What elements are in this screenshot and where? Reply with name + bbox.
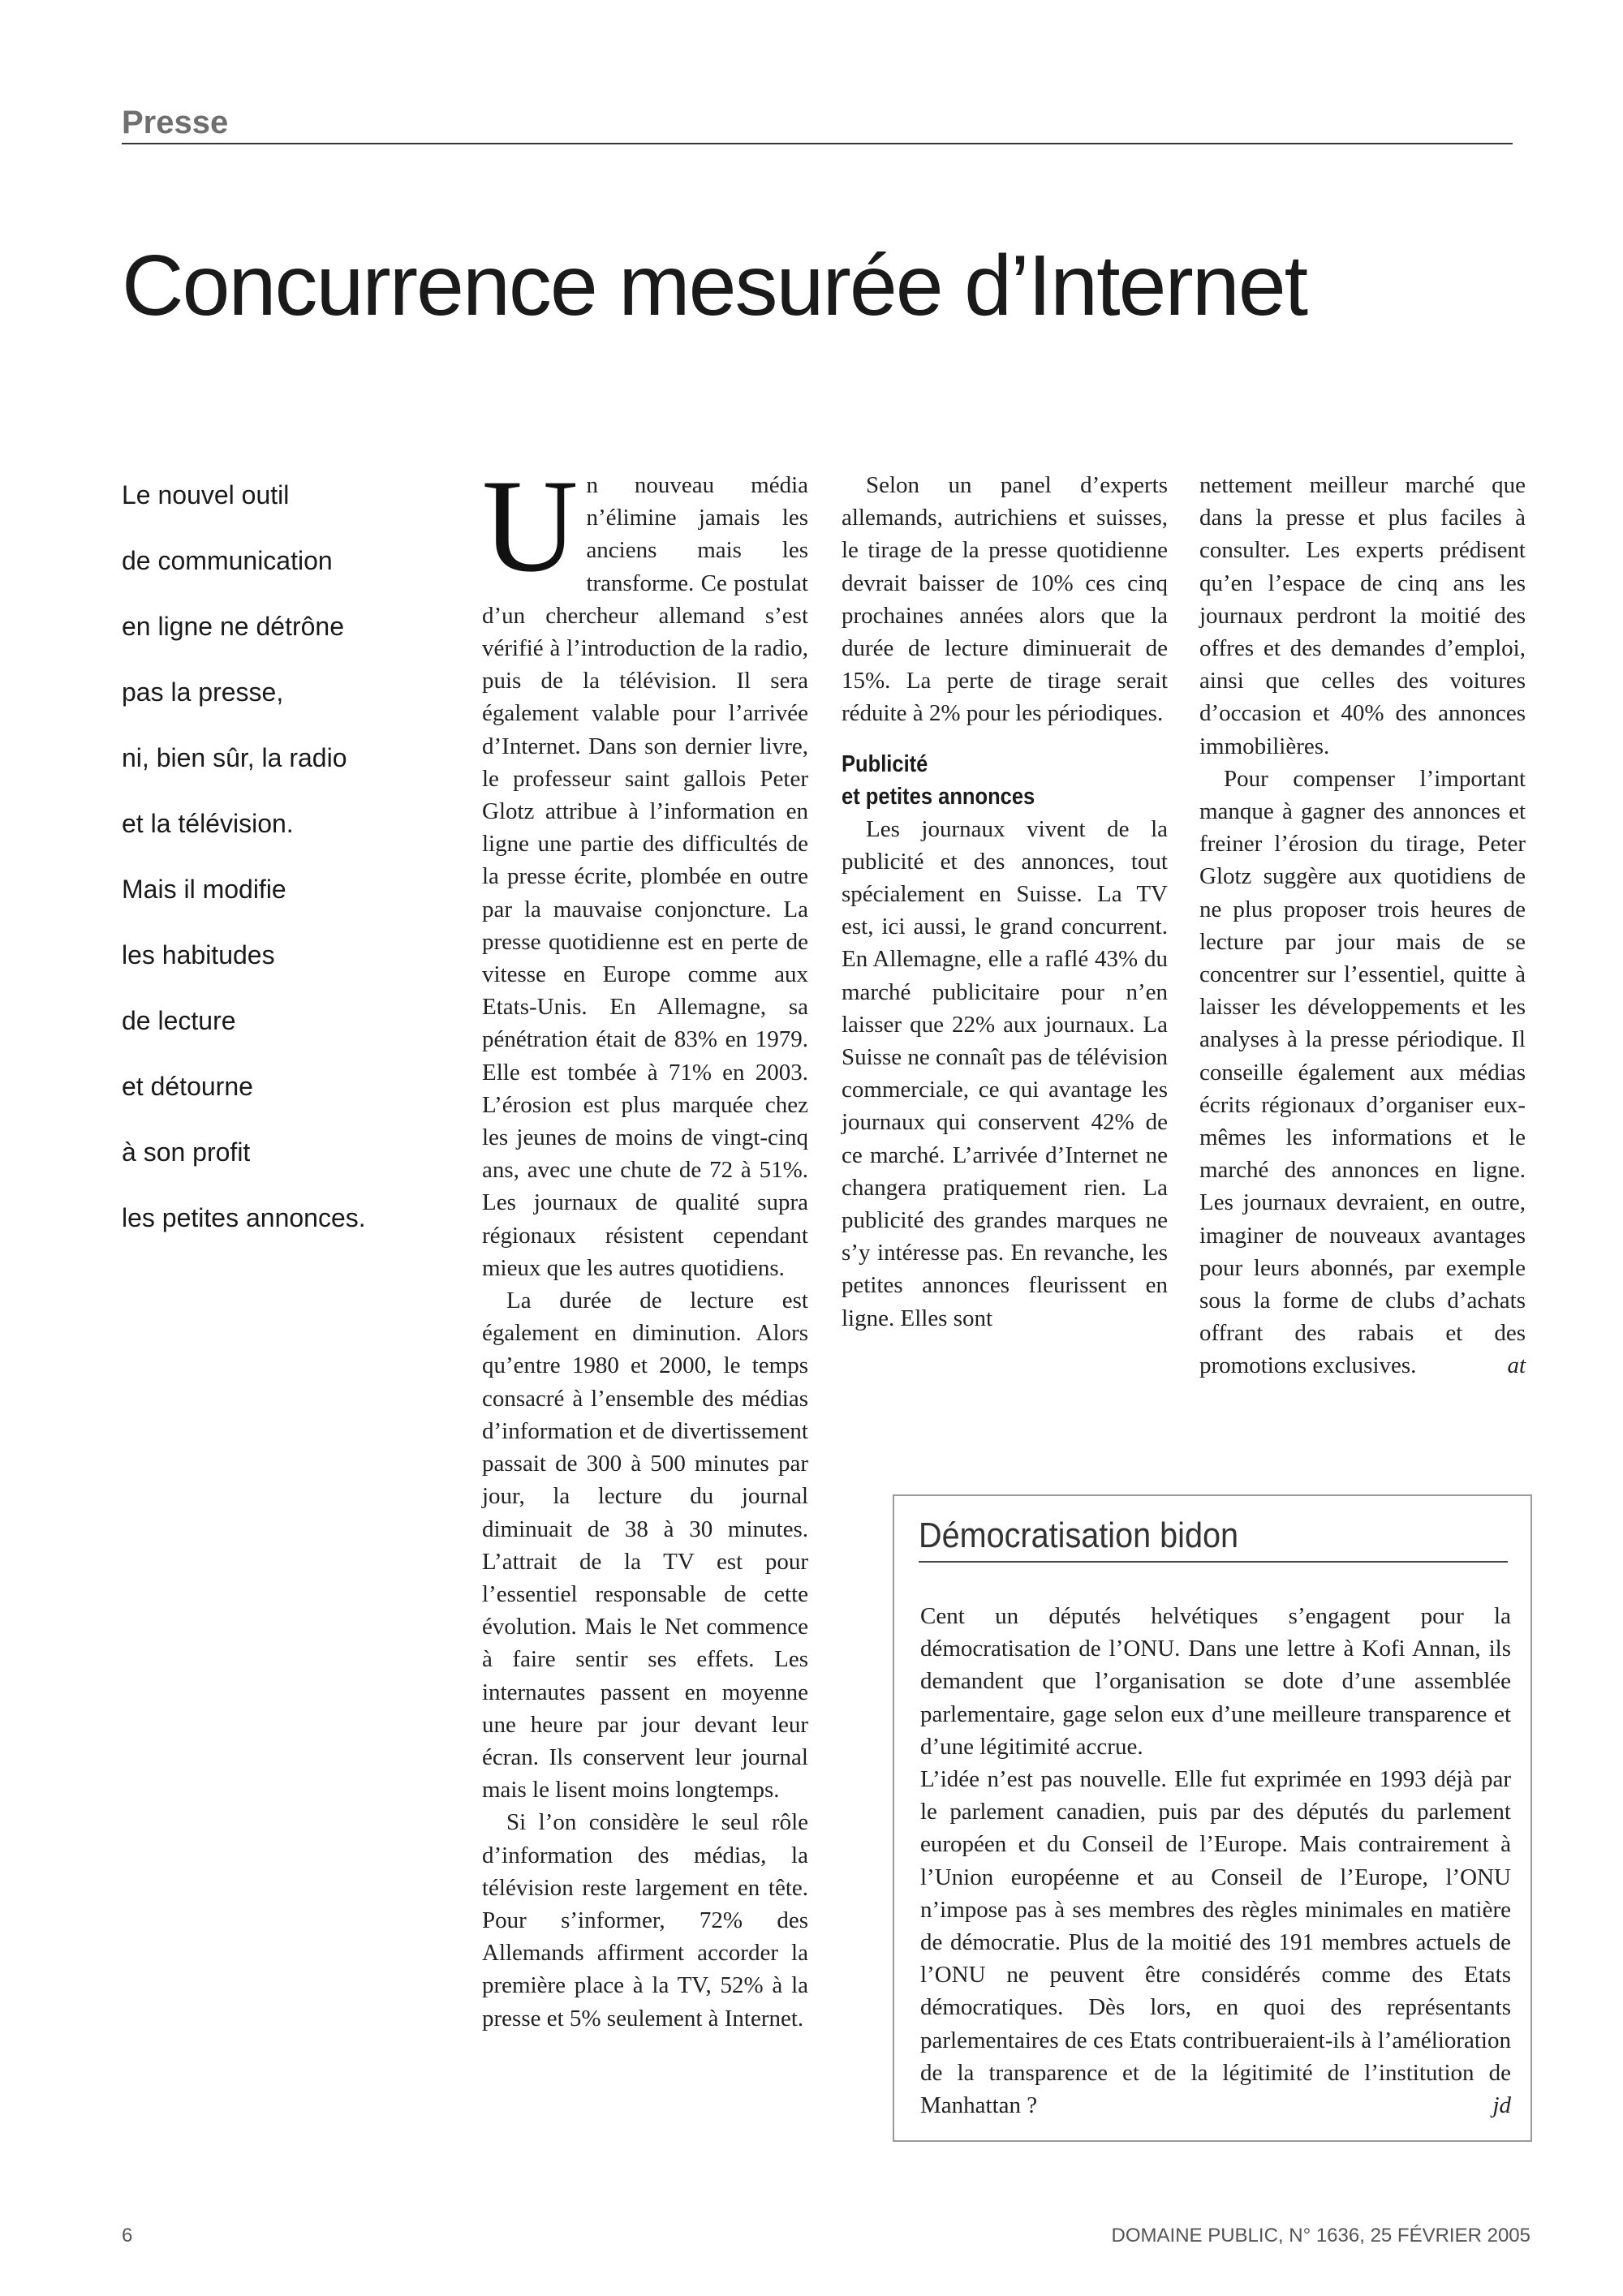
- lead-line: Mais il modifie: [122, 875, 286, 904]
- box-signature: jd: [1492, 2092, 1511, 2119]
- publication-info: DOMAINE PUBLIC, N° 1636, 25 FÉVRIER 2005: [1111, 2225, 1530, 2247]
- article-paragraph: nettement meilleur marché que dans la presse et plus faciles à consulter. Les experts prédisent qu’en l’espace de cinq ans les journaux perdront la moitié des offres et des demandes d’emploi, ainsi que celles des voitures d’occasion et 40% des annonces immobilières.: [1199, 472, 1526, 759]
- rubric-label: Presse: [122, 105, 229, 140]
- subheading-line: Publicité: [842, 750, 928, 777]
- paragraph-text: Pour compenser l’important manque à gagner des annonces et freiner l’érosion du tirage, Peter Glotz suggère aux quotidiens de ne plus proposer trois heures de lecture par jour mais de se concentrer sur l’essentiel, quitte à laisser les développements et les analyses à la presse périodique. Il conseille également aux médias écrits régionaux d’organiser eux-mêmes les informations et le marché des annonces en ligne. Les journaux devraient, en outre, imaginer de nouveaux avantages pour leurs abonnés, par exemple sous la forme de clubs d’achats offrant des rabais et des promotions exclusives.: [1199, 765, 1526, 1379]
- article-paragraph: Selon un panel d’experts allemands, autrichiens et suisses, le tirage de la presse quotidienne devrait baisser de 10% ces cinq prochaines années alors que la durée de lecture diminuerait de 15%. La perte de tirage serait réduite à 2% pour les périodiques.: [842, 472, 1168, 727]
- lead-line: à son profit: [122, 1137, 251, 1167]
- article-paragraph: La durée de lecture est également en diminution. Alors qu’entre 1980 et 2000, le temps consacré à l’ensemble des médias d’information et de divertissement passait de 300 à 500 minutes par jour, la lecture du journal diminuait de 38 à 30 minutes. L’attrait de la TV est pour l’essentiel responsable de cette évolution. Mais le Net commence à faire sentir ses effets. Les internautes passent en moyenne une heure par jour devant leur écran. Ils conservent leur journal mais le lisent moins longtemps.: [482, 1288, 808, 1804]
- box-paragraph: Cent un députés helvétiques s’engagent pour la démocratisation de l’ONU. Dans une lettre à Kofi Annan, ils demandent que l’organisation se dote d’une assemblée parlementaire, gage selon eux d’une meilleure transparence et d’une légitimité accrue.: [920, 1603, 1511, 1760]
- article-paragraph: [1199, 763, 1526, 1382]
- lead-line: et la télévision.: [122, 809, 294, 838]
- lead-line: en ligne ne détrône: [122, 612, 344, 641]
- article-column-2: [842, 469, 1168, 1335]
- lead-line: ni, bien sûr, la radio: [122, 743, 347, 772]
- article-paragraph: [482, 453, 808, 1284]
- section-subheading: [842, 748, 1129, 813]
- lead-line: les petites annonces.: [122, 1203, 366, 1232]
- lead-line: de lecture: [122, 1006, 236, 1035]
- author-signature: at: [1507, 1352, 1526, 1379]
- box-paragraph: [920, 1763, 1511, 2122]
- paragraph-text: n nouveau média n’élimine jamais les anciens mais les transforme. Ce postulat d’un chercheur allemand s’est vérifié à l’introduction de la radio, puis de la télévision. Il sera également valable pour l’arrivée d’Internet. Dans son dernier livre, le professeur saint gallois Peter Glotz attribue à l’information en ligne une partie des difficultés de la presse écrite, plombée en outre par la mauvaise conjoncture. La presse quotidienne est en perte de vitesse en Europe comme aux Etats-Unis. En Allemagne, sa pénétration était de 83% en 1979. Elle est tombée à 71% en 2003. L’érosion est plus marquée chez les jeunes de moins de vingt-cinq ans, avec une chute de 72 à 51%. Les journaux de qualité supra régionaux résistent cependant mieux que les autres quotidiens.: [482, 472, 808, 1281]
- box-title: [919, 1511, 1508, 1563]
- page-number: 6: [122, 2225, 133, 2247]
- article-column-1: [482, 453, 808, 2035]
- lead-line: les habitudes: [122, 940, 275, 970]
- drop-cap: U: [482, 453, 579, 600]
- lead-line: et détourne: [122, 1072, 253, 1101]
- lead-text: [122, 462, 446, 1251]
- article-column-3: [1199, 469, 1526, 1382]
- subheading-line: et petites annonces: [842, 783, 1035, 810]
- lead-line: de communication: [122, 546, 333, 575]
- lead-line: Le nouvel outil: [122, 480, 290, 510]
- article-title: Concurrence mesurée d’Internet: [122, 238, 1307, 333]
- box-title-text: Démocratisation bidon: [919, 1516, 1239, 1555]
- lead-line: pas la presse,: [122, 677, 284, 707]
- sidebar-box: [893, 1494, 1532, 2142]
- box-body: [920, 1600, 1511, 2122]
- article-paragraph: Si l’on considère le seul rôle d’information des médias, la télévision reste largement en tête. Pour s’informer, 72% des Allemands affirment accorder la première place à la TV, 52% à la presse et 5% seulement à Internet.: [482, 1809, 808, 2032]
- section-rubric: [122, 104, 1513, 144]
- paragraph-text: L’idée n’est pas nouvelle. Elle fut exprimée en 1993 déjà par le parlement canadien, puis par des députés du parlement européen et du Conseil de l’Europe. Mais contrairement à l’Union européenne et au Conseil de l’Europe, l’ONU n’impose pas à ses membres des règles minimales en matière de démocratie. Plus de la moitié des 191 membres actuels de l’ONU ne peuvent être considérés comme des Etats démocratiques. Dès lors, en quoi des représentants parlementaires de ces Etats contribueraient-ils à l’amélioration de la transparence et de la légitimité de l’institution de Manhattan ?: [920, 1766, 1511, 2119]
- article-paragraph: Les journaux vivent de la publicité et des annonces, tout spécialement en Suisse. La TV est, ici aussi, le grand concurrent. En Allemagne, elle a raflé 43% du marché publicitaire pour n’en laisser que 22% aux journaux. La Suisse ne connaît pas de télévision commerciale, ce qui avantage les journaux qui conservent 42% de ce marché. L’arrivée d’Internet ne changera pratiquement rien. La publicité des grandes marques ne s’y intéresse pas. En revanche, les petites annonces fleurissent en ligne. Elles sont: [842, 815, 1168, 1331]
